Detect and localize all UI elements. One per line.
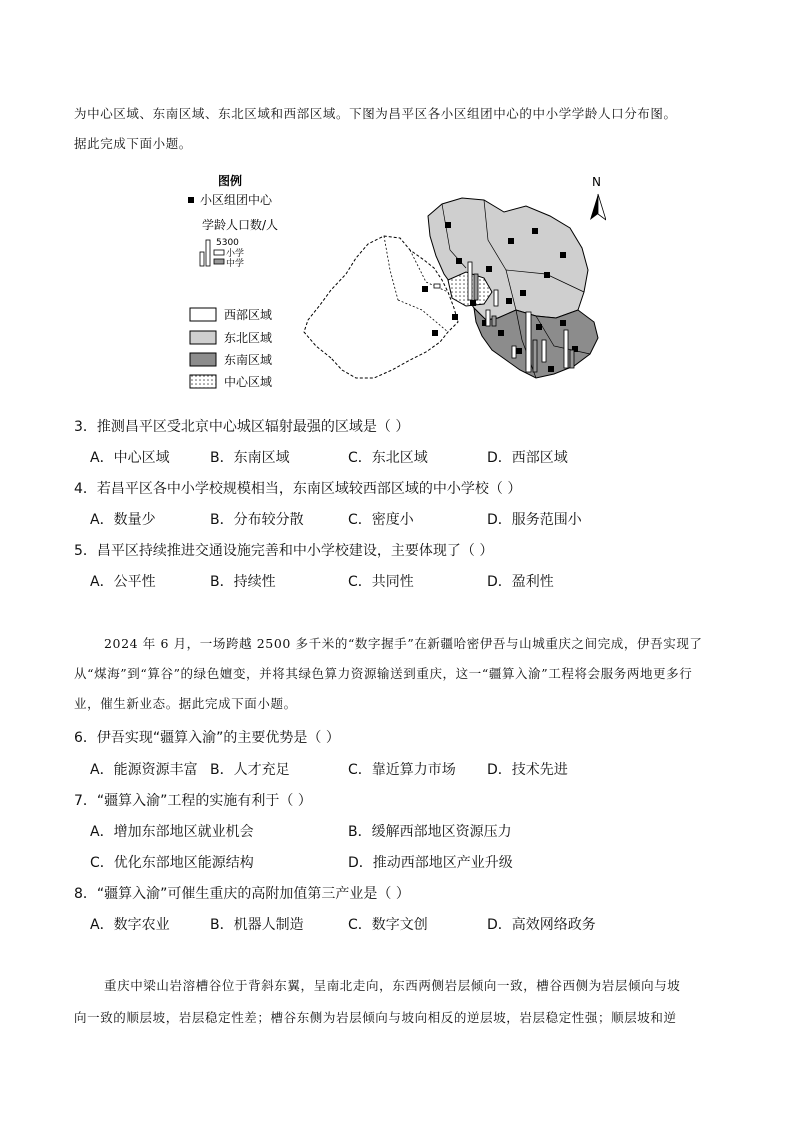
q3-option-d[interactable]: D．西部区域: [487, 450, 568, 466]
passage3-line1: 重庆中梁山岩溶槽谷位于背斜东翼，呈南北走向，东西两侧岩层倾向一致，槽谷西侧为岩层倾向与坡: [104, 978, 681, 993]
legend-region-southeast: 东南区域: [224, 353, 273, 367]
map-svg: [186, 170, 606, 402]
legend-region-northeast: 东北区域: [224, 331, 273, 345]
legend-swatch-northeast: [190, 331, 216, 344]
q3-option-a[interactable]: A．中心区域: [90, 450, 170, 466]
legend-middle-label: 中学: [226, 259, 245, 269]
question-6: 6．伊吾实现“疆算入渝”的主要优势是（ ）: [74, 730, 340, 746]
legend-swatch-west: [190, 308, 216, 321]
question-3: 3．推测昌平区受北京中心城区辐射最强的区域是（ ）: [74, 419, 410, 435]
legend-swatch-southeast: [190, 353, 216, 366]
legend-swatch-center: [190, 375, 216, 388]
q3-option-b[interactable]: B．东南区域: [210, 450, 290, 466]
q7-option-a[interactable]: A．增加东部地区就业机会: [90, 824, 254, 840]
q8-option-a[interactable]: A．数字农业: [90, 917, 170, 933]
q5-option-d[interactable]: D．盈利性: [487, 574, 554, 590]
legend-title: 图例: [218, 174, 243, 188]
q4-option-d[interactable]: D．服务范围小: [487, 512, 582, 528]
q4-option-a[interactable]: A．数量少: [90, 512, 156, 528]
question-8: 8．“疆算入渝”可催生重庆的高附加值第三产业是（ ）: [74, 886, 410, 902]
legend-bar-tall: [206, 240, 210, 266]
north-label: N: [592, 175, 601, 189]
q7-option-d[interactable]: D．推动西部地区产业升级: [348, 855, 513, 871]
q8-option-b[interactable]: B．机器人制造: [210, 917, 304, 933]
question-5: 5．昌平区持续推进交通设施完善和中小学校建设，主要体现了（ ）: [74, 543, 494, 559]
q4-option-b[interactable]: B．分布较分散: [210, 512, 304, 528]
legend-middle-swatch: [214, 259, 224, 264]
q5-option-a[interactable]: A．公平性: [90, 574, 156, 590]
q5-option-b[interactable]: B．持续性: [210, 574, 276, 590]
passage1-line2: 据此完成下面小题。: [74, 136, 192, 151]
legend-center-label: 小区组团中心: [200, 193, 273, 207]
passage1-line1: 为中心区域、东南区域、东北区域和西部区域。下图为昌平区各小区组团中心的中小学学龄人口分布图。: [74, 106, 677, 121]
legend-region-west: 西部区域: [224, 308, 273, 322]
q4-option-c[interactable]: C．密度小: [348, 512, 414, 528]
legend-pop-label: 学龄人口数/人: [202, 218, 279, 232]
q7-option-b[interactable]: B．缓解西部地区资源压力: [348, 824, 512, 840]
q6-option-b[interactable]: B．人才充足: [210, 762, 290, 778]
legend-bar-primary: [200, 252, 204, 266]
question-7: 7．“疆算入渝”工程的实施有利于（ ）: [74, 793, 312, 809]
q3-option-c[interactable]: C．东北区域: [348, 450, 428, 466]
q6-option-d[interactable]: D．技术先进: [487, 762, 568, 778]
legend-primary-swatch: [214, 250, 224, 255]
north-arrow-icon: [590, 194, 598, 220]
passage2-line3: 业，催生新业态。据此完成下面小题。: [74, 696, 297, 711]
q6-option-c[interactable]: C．靠近算力市场: [348, 762, 456, 778]
q8-option-c[interactable]: C．数字文创: [348, 917, 428, 933]
q5-option-c[interactable]: C．共同性: [348, 574, 414, 590]
question-4: 4．若昌平区各中小学校规模相当，东南区域较西部区域的中小学校（ ）: [74, 481, 522, 497]
q7-option-c[interactable]: C．优化东部地区能源结构: [90, 855, 254, 871]
legend-primary-label: 小学: [226, 249, 245, 259]
q8-option-d[interactable]: D．高效网络政务: [487, 917, 596, 933]
passage2-line1: 2024 年 6 月，一场跨越 2500 多千米的“数字握手”在新疆哈密伊吾与山城重庆之间完成，伊吾实现了: [104, 636, 703, 651]
legend-region-center: 中心区域: [224, 375, 273, 389]
legend-scale-value: 5300: [216, 238, 239, 248]
passage3-line2: 向一致的顺层坡，岩层稳定性差；槽谷东侧为岩层倾向与坡向相反的逆层坡，岩层稳定性强；顺层坡和逆: [74, 1010, 677, 1025]
legend-center-marker: [188, 197, 194, 203]
q6-option-a[interactable]: A．能源资源丰富: [90, 762, 198, 778]
population-map-figure: [186, 170, 606, 402]
passage2-line2: 从“煤海”到“算谷”的绿色嬗变，并将其绿色算力资源输送到重庆，这一“疆算入渝”工程将会服务两地更多行: [74, 666, 693, 681]
region-west: [304, 236, 458, 378]
